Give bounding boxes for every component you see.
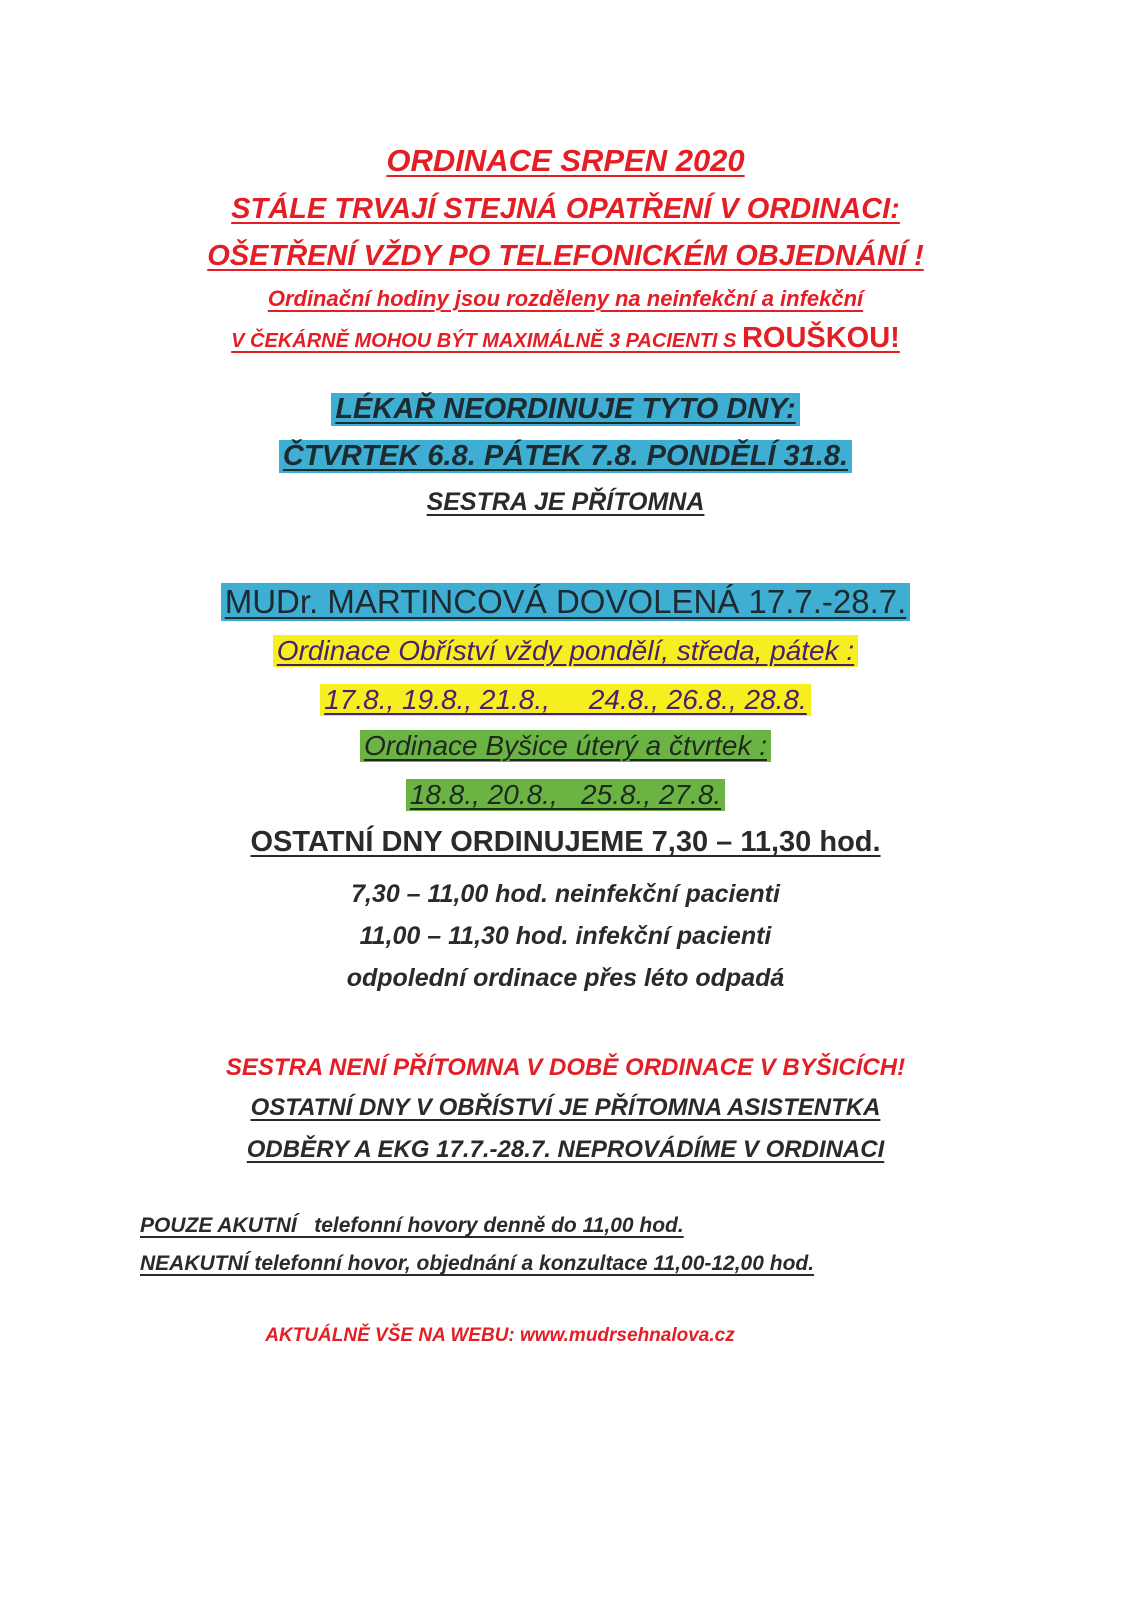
obristvi-title: Ordinace Obříství vždy pondělí, středa, pátek :: [273, 635, 858, 667]
website-notice: AKTUÁLNĚ VŠE NA WEBU: www.mudrsehnalova.cz: [265, 1325, 735, 1346]
bysice-dates: 18.8., 20.8., 25.8., 27.8.: [406, 779, 725, 811]
afternoon-cancelled: odpolední ordinace přes léto odpadá: [346, 964, 785, 992]
bysice-title: Ordinace Byšice úterý a čtvrtek :: [360, 730, 771, 762]
obristvi-title-row: [0, 635, 1131, 667]
mask-emphasis: ROUŠKOU!: [741, 322, 900, 354]
measures-heading: STÁLE TRVAJÍ STEJNÁ OPATŘENÍ V ORDINACI:: [231, 193, 900, 225]
assistant-present-notice: OSTATNÍ DNY V OBŘÍSTVÍ JE PŘÍTOMNA ASISTENTKA: [250, 1094, 881, 1121]
obristvi-dates: 17.8., 19.8., 21.8., 24.8., 26.8., 28.8.: [320, 684, 811, 716]
waiting-room-text: V ČEKÁRNĚ MOHOU BÝT MAXIMÁLNĚ 3 PACIENTI S: [231, 330, 742, 352]
hours-split-notice: Ordinační hodiny jsou rozděleny na neinfekční a infekční: [267, 286, 864, 311]
notice-title: ORDINACE SRPEN 2020: [386, 143, 745, 178]
ekg-notice: ODBĚRY A EKG 17.7.-28.7. NEPROVÁDÍME V ORDINACI: [246, 1136, 885, 1163]
obristvi-dates-row: [0, 684, 1131, 716]
acute-phone-calls: POUZE AKUTNÍ telefonní hovory denně do 11,00 hod.: [140, 1214, 684, 1237]
bysice-dates-row: [0, 779, 1131, 811]
waiting-room-notice: [0, 322, 1131, 355]
closure-row-2: [0, 440, 1131, 473]
vacation-notice: MUDr. MARTINCOVÁ DOVOLENÁ 17.7.-28.7.: [221, 583, 911, 621]
vacation-row: [0, 583, 1131, 621]
other-days-hours: OSTATNÍ DNY ORDINUJEME 7,30 – 11,30 hod.: [250, 826, 881, 858]
nonacute-phone-calls: NEAKUTNÍ telefonní hovor, objednání a konzultace 11,00-12,00 hod.: [140, 1252, 815, 1275]
bysice-title-row: [0, 730, 1131, 762]
noninfectious-hours: 7,30 – 11,00 hod. neinfekční pacienti: [351, 880, 780, 908]
closure-row-1: [0, 393, 1131, 426]
closure-dates: ČTVRTEK 6.8. PÁTEK 7.8. PONDĚLÍ 31.8.: [279, 440, 852, 473]
infectious-hours: 11,00 – 11,30 hod. infekční pacienti: [359, 922, 772, 950]
phone-order-notice: OŠETŘENÍ VŽDY PO TELEFONICKÉM OBJEDNÁNÍ !: [207, 240, 924, 272]
closure-heading: LÉKAŘ NEORDINUJE TYTO DNY:: [331, 393, 799, 426]
nurse-present-note: SESTRA JE PŘÍTOMNA: [426, 488, 705, 516]
nurse-absent-notice: SESTRA NENÍ PŘÍTOMNA V DOBĚ ORDINACE V BYŠICÍCH!: [225, 1054, 906, 1081]
